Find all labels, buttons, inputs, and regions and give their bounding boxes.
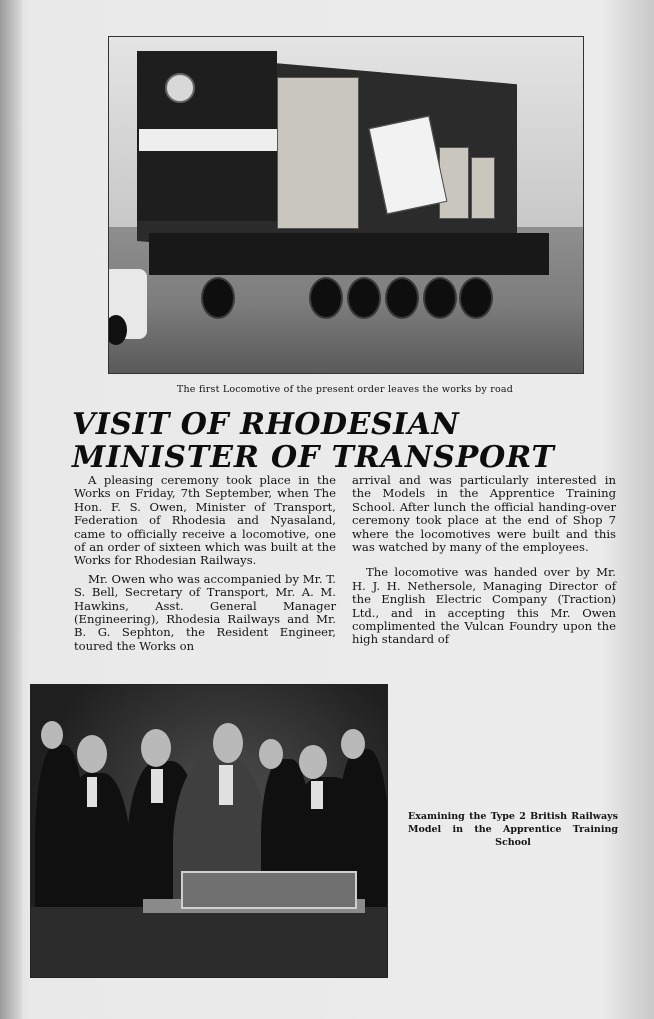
person-head bbox=[41, 721, 63, 749]
article-headline bbox=[72, 408, 592, 474]
top-photo-caption: The first Locomotive of the present order leaves the works by road bbox=[176, 384, 514, 395]
trailer-wheel bbox=[385, 277, 419, 319]
shirt bbox=[219, 765, 233, 805]
locomotive-road-photo bbox=[108, 36, 584, 374]
trailer-wheel bbox=[309, 277, 343, 319]
locomotive-model bbox=[181, 871, 357, 909]
shirt bbox=[311, 781, 323, 809]
headline-line-2: MINISTER OF TRANSPORT bbox=[72, 440, 555, 475]
apprentice-school-photo bbox=[30, 684, 388, 978]
page-binding-edge bbox=[0, 0, 22, 1019]
person-head bbox=[77, 735, 107, 773]
display-table bbox=[31, 907, 387, 977]
road-trailer bbox=[149, 233, 549, 275]
locomotive-headlamp bbox=[165, 73, 195, 103]
packing-crate bbox=[471, 157, 495, 219]
trailer-wheel bbox=[459, 277, 493, 319]
person-head bbox=[259, 739, 283, 769]
article-column-left bbox=[74, 474, 336, 658]
trailer-wheel bbox=[423, 277, 457, 319]
packing-crate bbox=[277, 77, 359, 229]
person-head bbox=[141, 729, 171, 767]
photo-road bbox=[109, 307, 583, 373]
paragraph: Mr. Owen who was accompanied by Mr. T. S. Bell, Secretary of Transport, Mr. A. M. Hawkins, Asst. General Manager (Engineering), Rhodesia Railways and Mr. B. G. Sephton, the Resident Engineer, toured the Works on bbox=[74, 571, 336, 653]
paragraph: arrival and was particularly interested in the Models in the Apprentice Training School. After lunch the official handing-over ceremony took place at the end of Shop 7 where the locomotives were built and this was watched by many of the employees. bbox=[352, 473, 616, 555]
trailer-wheel bbox=[347, 277, 381, 319]
locomotive-stripe bbox=[139, 129, 279, 151]
person-head bbox=[341, 729, 365, 759]
shirt bbox=[151, 769, 163, 803]
trailer-wheel bbox=[201, 277, 235, 319]
bottom-photo-caption: Examining the Type 2 British Railways Model in the Apprentice Training School bbox=[408, 811, 618, 848]
headline-line-1: VISIT OF RHODESIAN bbox=[72, 407, 460, 442]
shirt bbox=[87, 777, 97, 807]
article-column-right bbox=[352, 474, 616, 652]
paragraph: The locomotive was handed over by Mr. H. J. H. Nethersole, Managing Director of the English Electric Company (Traction) Ltd., and in accepting this Mr. Owen complimented the Vulcan Foundry upon the high standard of bbox=[352, 565, 616, 647]
paragraph: A pleasing ceremony took place in the Works on Friday, 7th September, when The Hon. F. S. Owen, Minister of Transport, Federation of Rhodesia and Nyasaland, came to officially receive a locomotive, one of an order of sixteen which was built at the Works for Rhodesian Railways. bbox=[74, 473, 336, 568]
person-head bbox=[299, 745, 327, 779]
person-head bbox=[213, 723, 243, 763]
